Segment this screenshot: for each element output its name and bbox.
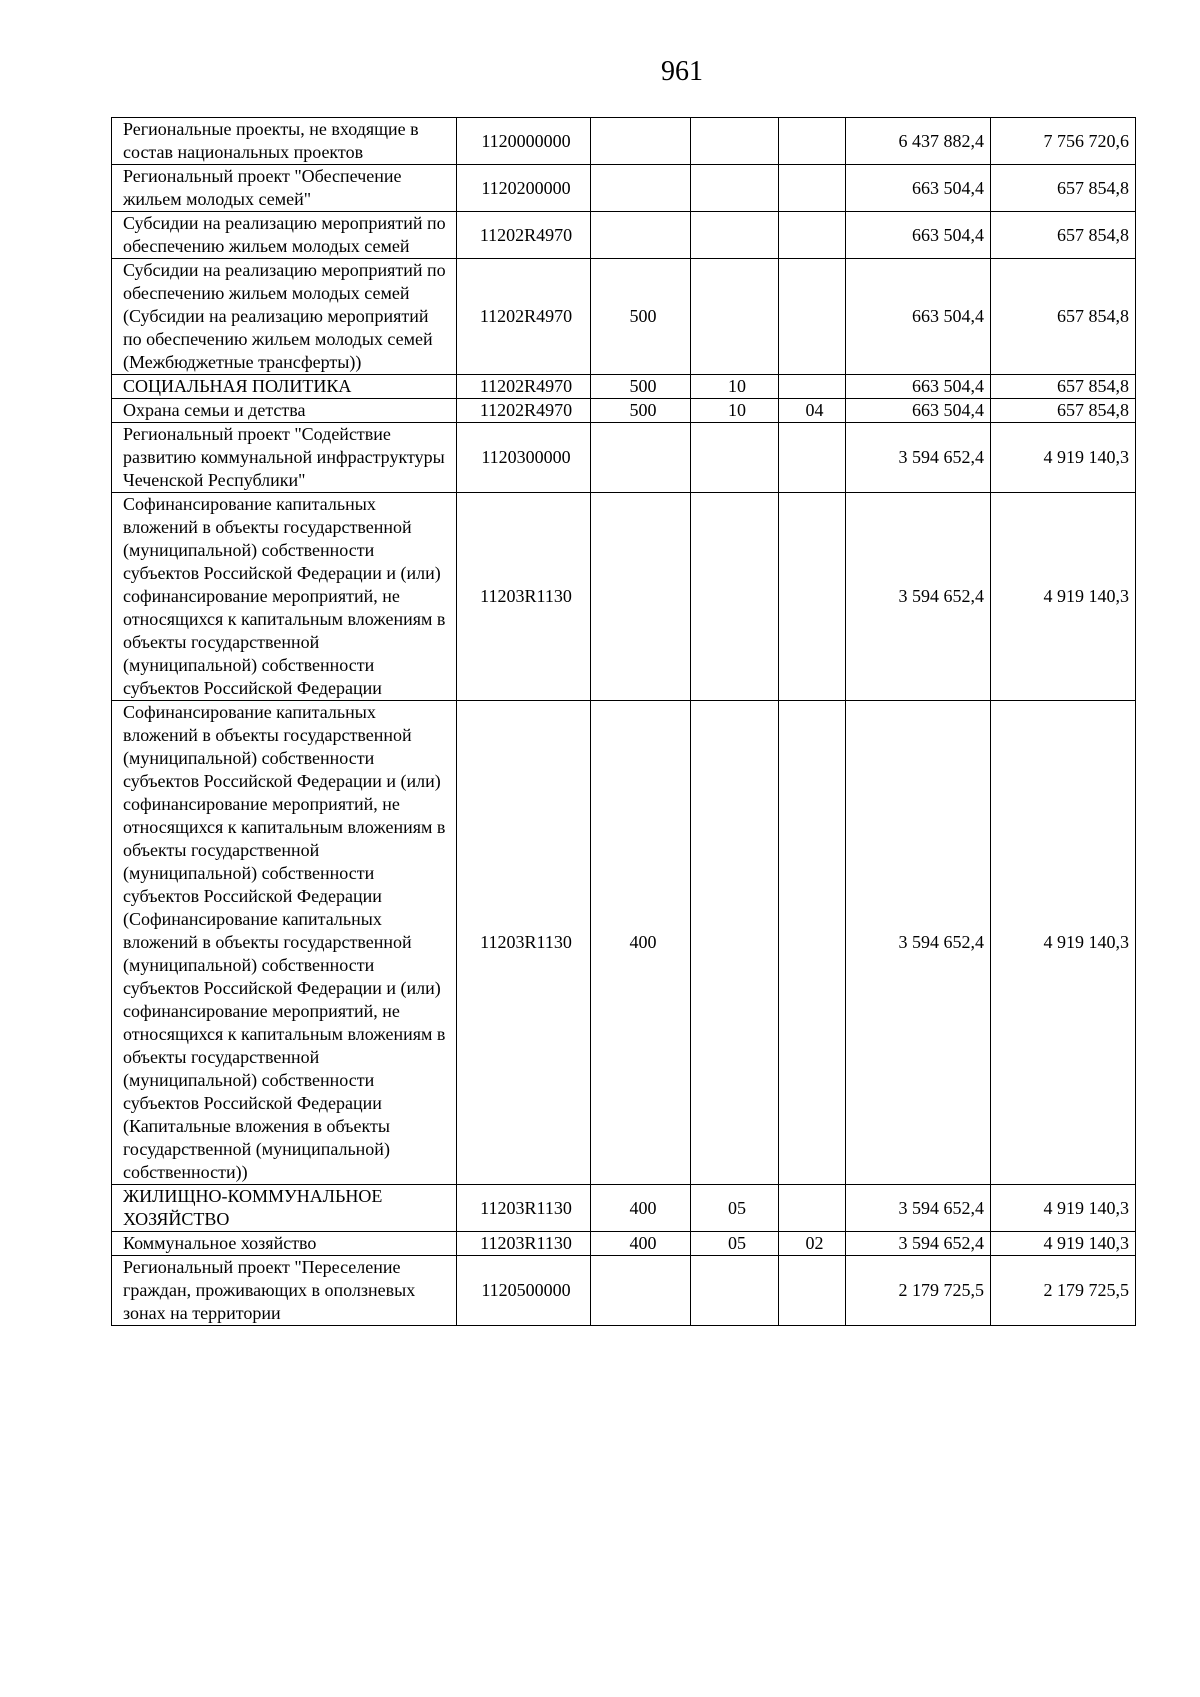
expense-type-cell: 400 xyxy=(591,701,691,1185)
amount-year-2-cell: 4 919 140,3 xyxy=(991,701,1136,1185)
section-cell xyxy=(691,165,779,212)
table-row xyxy=(112,165,1136,212)
section-cell xyxy=(691,259,779,375)
amount-year-2-cell: 2 179 725,5 xyxy=(991,1256,1136,1326)
section-cell: 10 xyxy=(691,375,779,399)
table-row xyxy=(112,1232,1136,1256)
subsection-cell xyxy=(779,165,846,212)
target-code-cell: 11203R1130 xyxy=(457,701,591,1185)
page-number: 961 xyxy=(661,56,703,87)
target-code-cell: 1120200000 xyxy=(457,165,591,212)
table-row xyxy=(112,1256,1136,1326)
table-row xyxy=(112,375,1136,399)
table-row xyxy=(112,701,1136,1185)
target-code-cell: 11202R4970 xyxy=(457,375,591,399)
expense-type-cell: 500 xyxy=(591,399,691,423)
subsection-cell xyxy=(779,701,846,1185)
budget-table xyxy=(111,117,1136,1326)
section-cell xyxy=(691,212,779,259)
amount-year-2-cell: 657 854,8 xyxy=(991,375,1136,399)
target-code-cell: 11203R1130 xyxy=(457,1232,591,1256)
amount-year-1-cell: 6 437 882,4 xyxy=(846,118,991,165)
table-row xyxy=(112,399,1136,423)
section-cell xyxy=(691,701,779,1185)
target-code-cell: 11203R1130 xyxy=(457,493,591,701)
expense-type-cell xyxy=(591,493,691,701)
target-code-cell: 1120300000 xyxy=(457,423,591,493)
subsection-cell xyxy=(779,1256,846,1326)
row-name-cell: Коммунальное хозяйство xyxy=(112,1232,457,1256)
row-name-cell: Региональный проект "Содействие развитию коммунальной инфраструктуры Чеченской Республики" xyxy=(112,423,457,493)
amount-year-1-cell: 663 504,4 xyxy=(846,212,991,259)
expense-type-cell xyxy=(591,212,691,259)
row-name-cell: Охрана семьи и детства xyxy=(112,399,457,423)
subsection-cell: 02 xyxy=(779,1232,846,1256)
section-cell xyxy=(691,118,779,165)
subsection-cell xyxy=(779,423,846,493)
amount-year-2-cell: 657 854,8 xyxy=(991,259,1136,375)
target-code-cell: 11203R1130 xyxy=(457,1185,591,1232)
table-row xyxy=(112,423,1136,493)
section-cell xyxy=(691,423,779,493)
row-name-cell: Софинансирование капитальных вложений в объекты государственной (муниципальной) собственности субъектов Российской Федерации и (или) софинансирование мероприятий, не относящихся к капитальным вложениям в объекты государственной (муниципальной) собственности субъектов Российской Федерации (Софинансирование капитальных вложений в объекты государственной (муниципальной) собственности субъектов Российской Федерации и (или) софинансирование мероприятий, не относящихся к капитальным вложениям в объекты государственной (муниципальной) собственности субъектов Российской Федерации (Капитальные вложения в объекты государственной (муниципальной) собственности)) xyxy=(112,701,457,1185)
row-name-cell: ЖИЛИЩНО-КОММУНАЛЬНОЕ ХОЗЯЙСТВО xyxy=(112,1185,457,1232)
section-cell: 10 xyxy=(691,399,779,423)
amount-year-2-cell: 4 919 140,3 xyxy=(991,493,1136,701)
amount-year-1-cell: 3 594 652,4 xyxy=(846,701,991,1185)
target-code-cell: 11202R4970 xyxy=(457,212,591,259)
amount-year-2-cell: 7 756 720,6 xyxy=(991,118,1136,165)
subsection-cell xyxy=(779,118,846,165)
amount-year-1-cell: 3 594 652,4 xyxy=(846,423,991,493)
row-name-cell: Софинансирование капитальных вложений в объекты государственной (муниципальной) собственности субъектов Российской Федерации и (или) софинансирование мероприятий, не относящихся к капитальным вложениям в объекты государственной (муниципальной) собственности субъектов Российской Федерации xyxy=(112,493,457,701)
row-name-cell: СОЦИАЛЬНАЯ ПОЛИТИКА xyxy=(112,375,457,399)
table-row xyxy=(112,1185,1136,1232)
subsection-cell: 04 xyxy=(779,399,846,423)
row-name-cell: Региональные проекты, не входящие в состав национальных проектов xyxy=(112,118,457,165)
amount-year-1-cell: 2 179 725,5 xyxy=(846,1256,991,1326)
expense-type-cell: 400 xyxy=(591,1185,691,1232)
expense-type-cell: 500 xyxy=(591,375,691,399)
section-cell xyxy=(691,493,779,701)
amount-year-2-cell: 4 919 140,3 xyxy=(991,1185,1136,1232)
subsection-cell xyxy=(779,212,846,259)
amount-year-1-cell: 3 594 652,4 xyxy=(846,1232,991,1256)
table-row xyxy=(112,212,1136,259)
amount-year-1-cell: 3 594 652,4 xyxy=(846,493,991,701)
amount-year-2-cell: 4 919 140,3 xyxy=(991,1232,1136,1256)
subsection-cell xyxy=(779,493,846,701)
amount-year-2-cell: 4 919 140,3 xyxy=(991,423,1136,493)
row-name-cell: Региональный проект "Переселение граждан, проживающих в оползневых зонах на территории xyxy=(112,1256,457,1326)
target-code-cell: 11202R4970 xyxy=(457,399,591,423)
expense-type-cell xyxy=(591,423,691,493)
section-cell: 05 xyxy=(691,1185,779,1232)
amount-year-1-cell: 663 504,4 xyxy=(846,375,991,399)
target-code-cell: 11202R4970 xyxy=(457,259,591,375)
row-name-cell: Региональный проект "Обеспечение жильем молодых семей" xyxy=(112,165,457,212)
amount-year-1-cell: 663 504,4 xyxy=(846,259,991,375)
expense-type-cell xyxy=(591,118,691,165)
row-name-cell: Субсидии на реализацию мероприятий по обеспечению жильем молодых семей xyxy=(112,212,457,259)
table-row xyxy=(112,493,1136,701)
amount-year-1-cell: 663 504,4 xyxy=(846,399,991,423)
amount-year-1-cell: 3 594 652,4 xyxy=(846,1185,991,1232)
expense-type-cell: 400 xyxy=(591,1232,691,1256)
table-row xyxy=(112,259,1136,375)
subsection-cell xyxy=(779,1185,846,1232)
amount-year-2-cell: 657 854,8 xyxy=(991,165,1136,212)
amount-year-2-cell: 657 854,8 xyxy=(991,399,1136,423)
expense-type-cell xyxy=(591,165,691,212)
table-row xyxy=(112,118,1136,165)
amount-year-2-cell: 657 854,8 xyxy=(991,212,1136,259)
subsection-cell xyxy=(779,259,846,375)
expense-type-cell: 500 xyxy=(591,259,691,375)
target-code-cell: 1120500000 xyxy=(457,1256,591,1326)
amount-year-1-cell: 663 504,4 xyxy=(846,165,991,212)
row-name-cell: Субсидии на реализацию мероприятий по обеспечению жильем молодых семей (Субсидии на реализацию мероприятий по обеспечению жильем молодых семей (Межбюджетные трансферты)) xyxy=(112,259,457,375)
section-cell: 05 xyxy=(691,1232,779,1256)
budget-table-body xyxy=(112,118,1136,1326)
subsection-cell xyxy=(779,375,846,399)
expense-type-cell xyxy=(591,1256,691,1326)
target-code-cell: 1120000000 xyxy=(457,118,591,165)
section-cell xyxy=(691,1256,779,1326)
